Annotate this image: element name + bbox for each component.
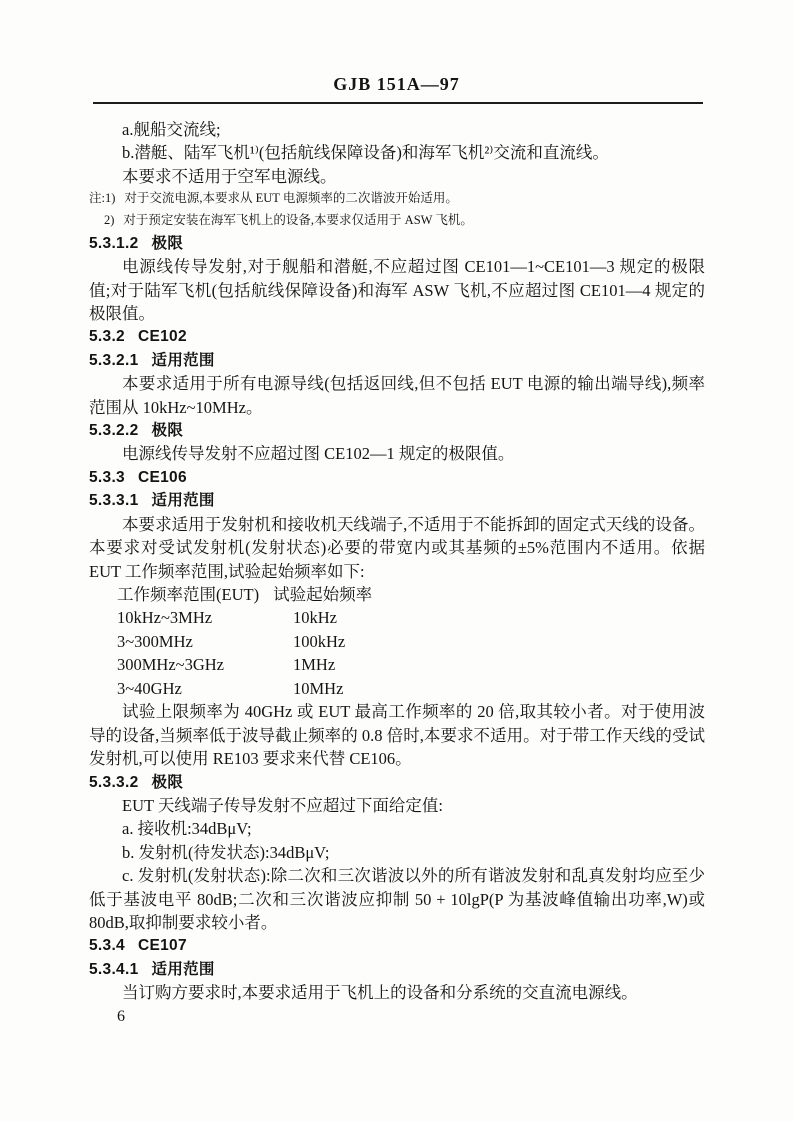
clause-paragraph-5-3-2-1: 本要求适用于所有电源导线(包括返回线,但不包括 EUT 电源的输出端导线),频率范围从 10kHz~10MHz。 (89, 374, 705, 417)
clause-heading-5-3-1-2 (89, 232, 705, 255)
column-header-start-frequency: 试验起始频率 (273, 584, 373, 604)
limit-item-b: b. 发射机(待发状态):34dBμV; (122, 842, 330, 862)
clause-title: 适用范围 (151, 960, 215, 978)
clause-title: 极限 (151, 422, 184, 440)
table-header-row (89, 583, 705, 607)
table-row (89, 677, 705, 701)
clause-number: 5.3.1.2 (89, 234, 139, 252)
clause-paragraph-5-3-2-2: 电源线传导发射不应超过图 CE102—1 规定的极限值。 (122, 444, 515, 464)
clause-number: 5.3.2 (89, 328, 125, 346)
table-row (89, 606, 705, 630)
document-body (89, 118, 705, 1028)
cell-start-frequency: 10kHz (293, 608, 337, 628)
clause-heading-5-3-3-1 (89, 489, 705, 512)
clause-title: 适用范围 (151, 351, 215, 369)
clause-number: 5.3.3 (89, 468, 125, 486)
clause-heading-5-3-2-1 (89, 349, 705, 372)
clause-number: 5.3.4 (89, 937, 125, 955)
air-force-exclusion-line: 本要求不适用于空军电源线。 (122, 166, 337, 186)
table-row (89, 653, 705, 677)
clause-paragraph-5-3-3-1-upper-limit: 试验上限频率为 40GHz 或 EUT 最高工作频率的 20 倍,取其较小者。对于使用波导的设备,当频率低于波导截止频率的 0.8 倍时,本要求不适用。对于带工作天线的受试发射机,可以使用 RE103 要求来代替 CE106。 (89, 702, 705, 769)
clause-paragraph-5-3-3-1: 本要求适用于发射机和接收机天线端子,不适用于不能拆卸的固定式天线的设备。本要求对受试发射机(发射状态)必要的带宽内或其基频的±5%范围内不适用。依据 EUT 工作频率范围,试验起始频率如下: (89, 514, 705, 581)
limit-item-a: a. 接收机:34dBμV; (122, 819, 252, 839)
clause-title: CE102 (137, 328, 187, 346)
cell-operating-range: 300MHz~3GHz (117, 655, 224, 675)
footnotes-block (89, 188, 705, 232)
cell-start-frequency: 1MHz (293, 655, 336, 675)
clause-title: 极限 (151, 234, 184, 252)
footnote-2 (104, 210, 705, 232)
list-item-b: b.潜艇、陆军飞机¹⁾(包括航线保障设备)和海军飞机²⁾交流和直流线。 (122, 143, 609, 163)
clause-paragraph-5-3-4-1: 当订购方要求时,本要求适用于飞机上的设备和分系统的交直流电源线。 (122, 983, 638, 1003)
limit-item-c: c. 发射机(发射状态):除二次和三次谐波以外的所有谐波发射和乱真发射均应至少低于基波电平 80dB;二次和三次谐波应抑制 50 + 10lgP(P 为基波峰值输出功率,W)或 80dB,取抑制要求较小者。 (89, 866, 705, 933)
clause-number: 5.3.3.2 (89, 773, 139, 791)
cell-start-frequency: 100kHz (293, 631, 346, 651)
standard-code-header: GJB 151A—97 (333, 74, 460, 94)
column-header-operating-range: 工作频率范围(EUT) (117, 584, 260, 604)
cell-start-frequency: 10MHz (293, 678, 344, 698)
clause-number: 5.3.4.1 (89, 960, 139, 978)
clause-title: 极限 (151, 773, 184, 791)
clause-title: CE106 (137, 468, 187, 486)
page-number: 6 (117, 1007, 125, 1025)
clause-heading-5-3-3 (89, 466, 705, 489)
footnote-2-label: 2) (104, 213, 115, 228)
test-start-frequency-table (89, 583, 705, 701)
clause-paragraph-5-3-1-2: 电源线传导发射,对于舰船和潜艇,不应超过图 CE101—1~CE101—3 规定的极限值;对于陆军飞机(包括航线保障设备)和海军 ASW 飞机,不应超过图 CE101—4 规定的极限值。 (89, 257, 705, 324)
cell-operating-range: 3~300MHz (117, 631, 193, 651)
footnote-1-label: 注:1) (89, 191, 116, 206)
limits-intro-line: EUT 天线端子传导发射不应超过下面给定值: (122, 796, 443, 816)
clause-title: 适用范围 (151, 492, 215, 510)
footnote-1 (89, 188, 705, 210)
clause-title: CE107 (137, 937, 187, 955)
footnote-1-text: 对于交流电源,本要求从 EUT 电源频率的二次谐波开始适用。 (124, 191, 458, 206)
clause-heading-5-3-2 (89, 325, 705, 348)
clause-number: 5.3.3.1 (89, 492, 139, 510)
header-rule (93, 102, 703, 104)
clause-heading-5-3-3-2 (89, 771, 705, 794)
clause-number: 5.3.2.2 (89, 422, 139, 440)
clause-heading-5-3-2-2 (89, 419, 705, 442)
cell-operating-range: 10kHz~3MHz (117, 608, 213, 628)
footnote-2-text: 对于预定安装在海军飞机上的设备,本要求仅适用于 ASW 飞机。 (123, 213, 473, 228)
list-item-a: a.舰船交流线; (122, 120, 221, 139)
clause-heading-5-3-4 (89, 934, 705, 957)
clause-number: 5.3.2.1 (89, 351, 139, 369)
clause-heading-5-3-4-1 (89, 958, 705, 981)
cell-operating-range: 3~40GHz (117, 678, 182, 698)
table-row (89, 630, 705, 654)
